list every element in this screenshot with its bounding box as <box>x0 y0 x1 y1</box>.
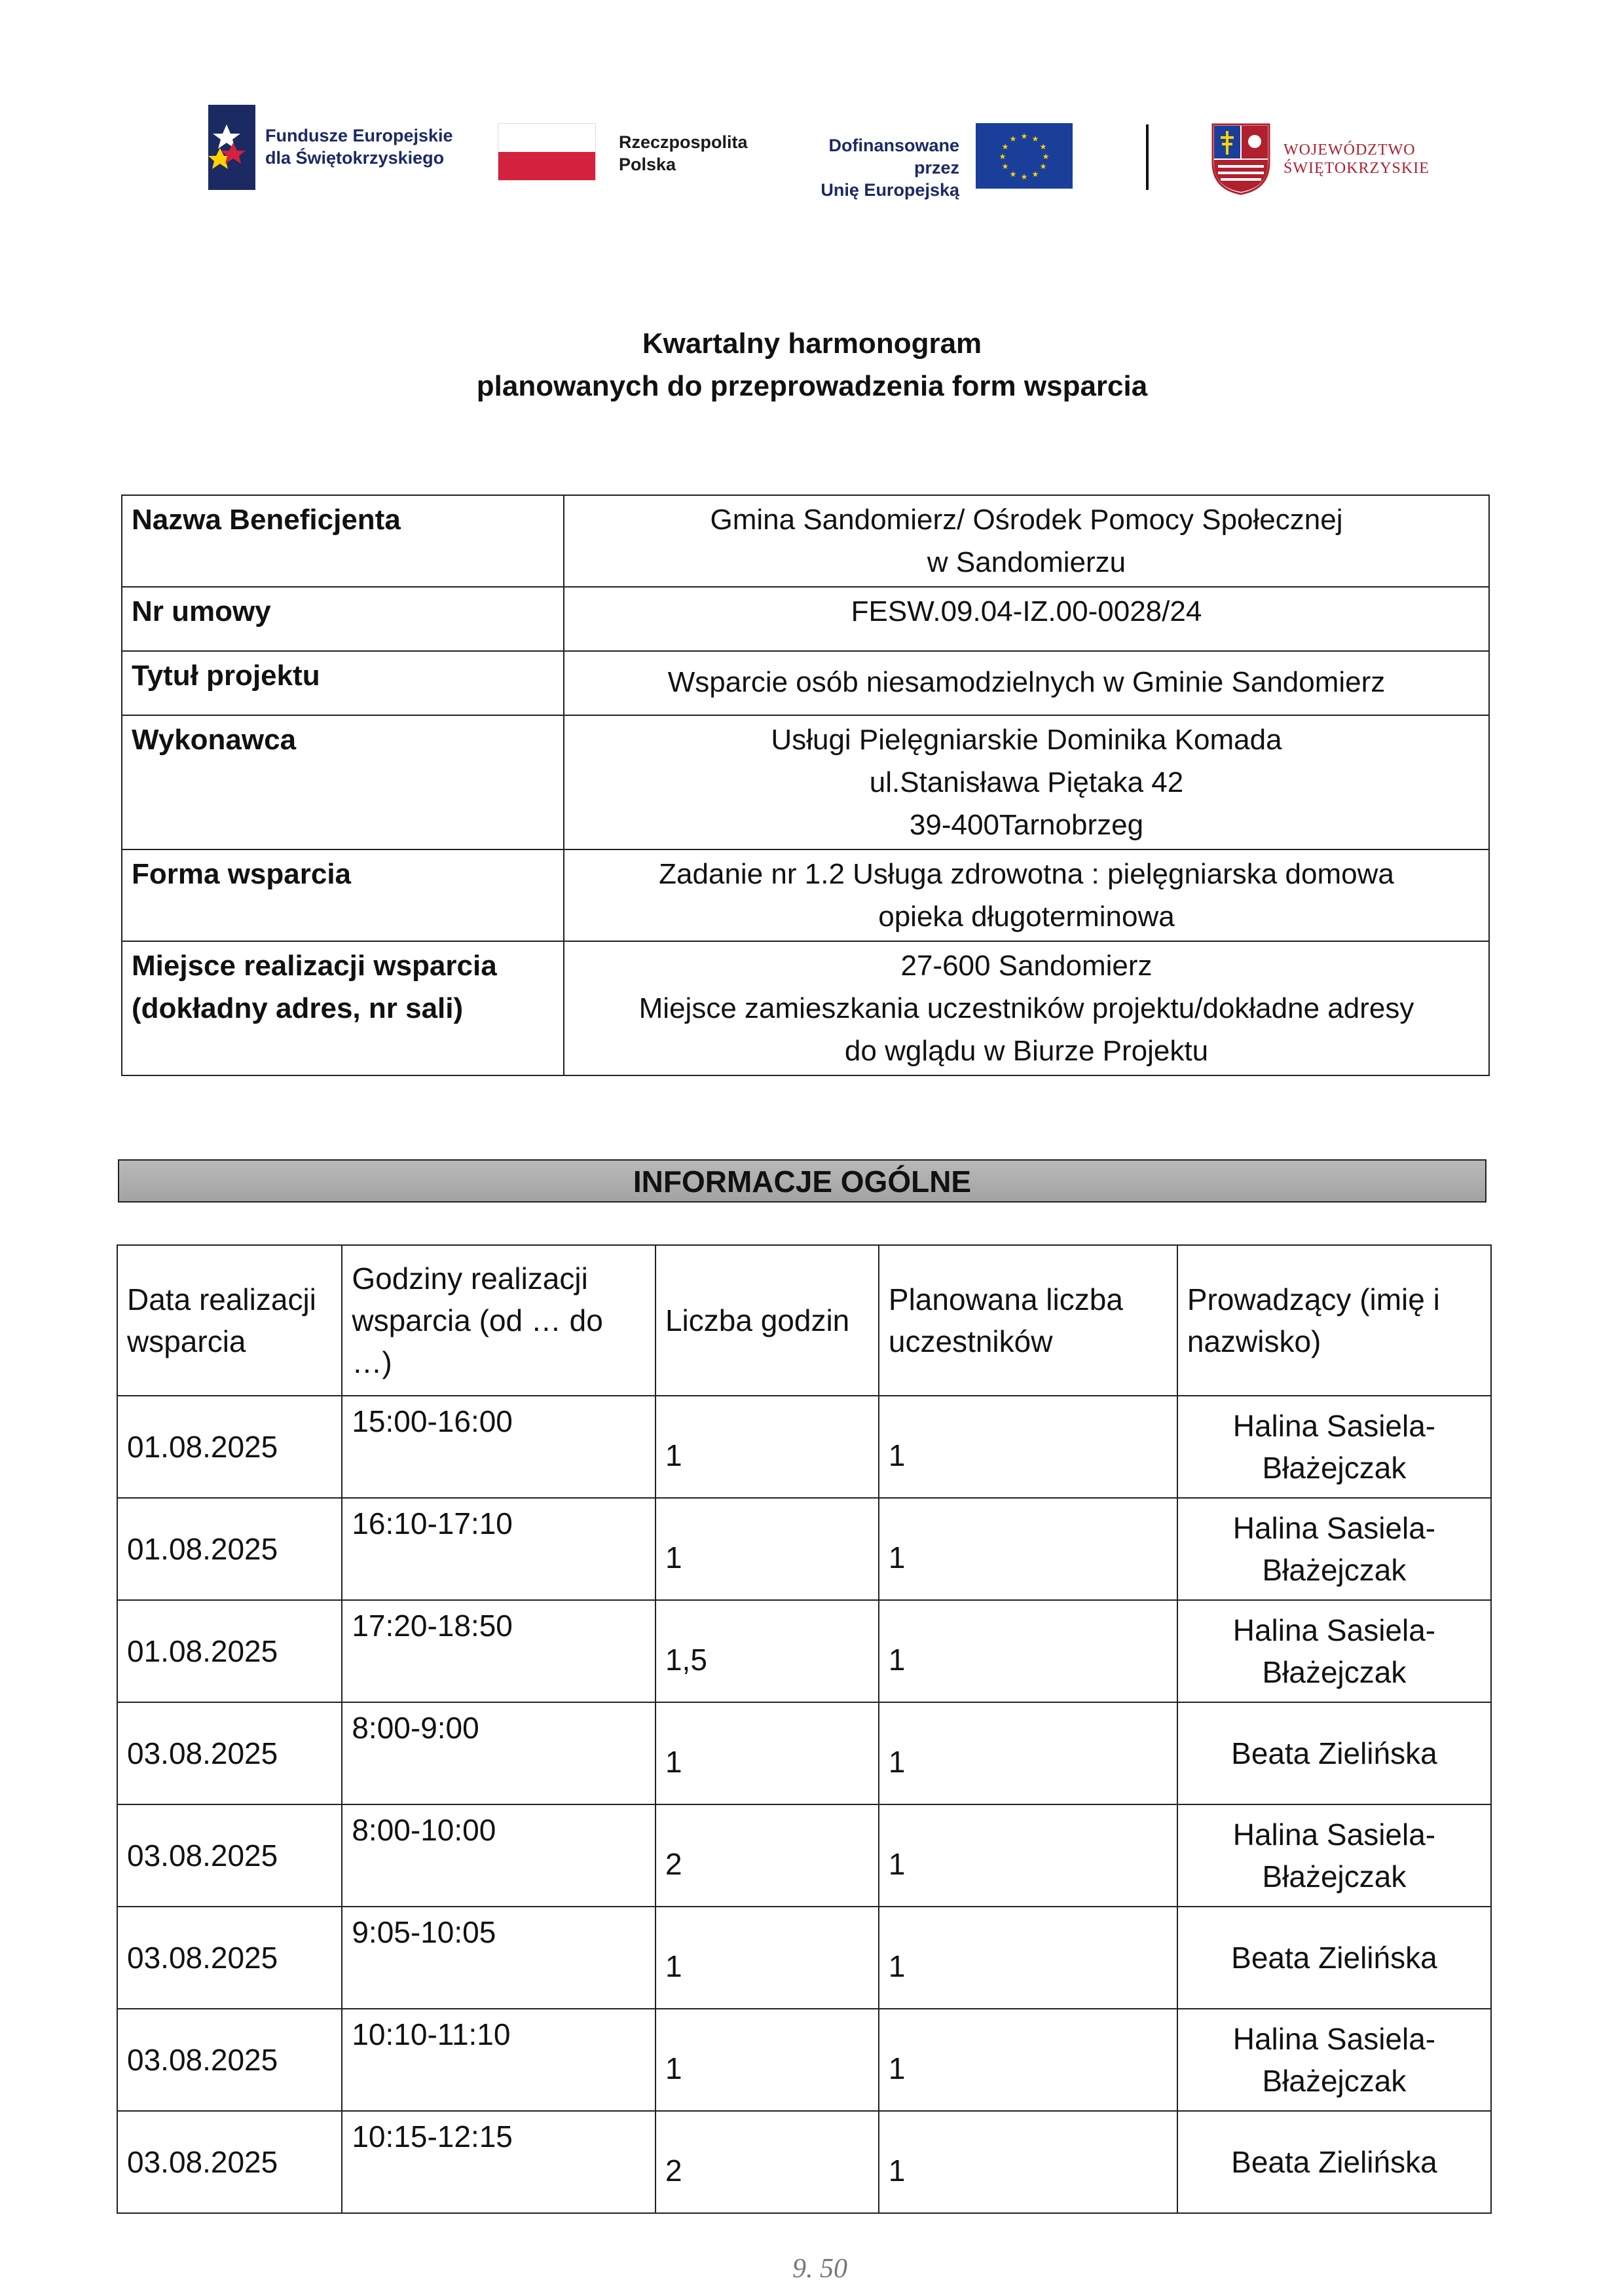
cell-time: 10:15-12:15 <box>342 2111 655 2213</box>
info-value-line: opieka długoterminowa <box>878 901 1175 933</box>
eu-flag-icon <box>976 123 1073 189</box>
table-row <box>117 1804 1491 1907</box>
cell-participants: 1 <box>879 1498 1177 1600</box>
header-hour-count: Liczba godzin <box>655 1245 879 1396</box>
header-participants: Planowana liczba uczestników <box>879 1245 1177 1396</box>
fe-text-line-2: dla Świętokrzyskiego <box>265 148 445 168</box>
svg-text:★: ★ <box>1001 162 1009 171</box>
table-row <box>117 1907 1491 2009</box>
info-label: Nazwa Beneficjenta <box>122 495 564 587</box>
svg-text:★: ★ <box>1020 172 1028 181</box>
table-row <box>117 1702 1491 1804</box>
info-value <box>564 715 1489 849</box>
svg-text:★: ★ <box>1042 152 1050 161</box>
info-value-line: 39-400Tarnobrzeg <box>909 809 1144 841</box>
pl-text-line-2: Polska <box>619 155 676 174</box>
swietokrzyskie-crest-icon <box>1211 123 1270 195</box>
info-value-line: 27-600 Sandomierz <box>900 950 1153 982</box>
info-row-contractor <box>122 715 1489 849</box>
info-value <box>564 587 1489 651</box>
info-label: Wykonawca <box>122 715 564 849</box>
header-date: Data realizacji wsparcia <box>117 1245 342 1396</box>
cell-participants: 1 <box>879 1600 1177 1702</box>
pl-text-line-1: Rzeczpospolita <box>619 132 748 152</box>
info-value-line: ul.Stanisława Piętaka 42 <box>869 766 1184 798</box>
info-label: Tytuł projektu <box>122 651 564 715</box>
svg-text:★: ★ <box>1009 170 1017 179</box>
sw-logo-text <box>1283 141 1430 177</box>
svg-text:★: ★ <box>1039 142 1047 151</box>
fe-text-line-1: Fundusze Europejskie <box>265 126 453 145</box>
wojewodztwo-swietokrzyskie-logo <box>1211 98 1434 196</box>
info-value <box>564 495 1489 587</box>
document-title-line-2: planowanych do przeprowadzenia form wsparcia <box>476 370 1148 402</box>
cell-date: 03.08.2025 <box>117 2009 342 2111</box>
table-row <box>117 2111 1491 2213</box>
cell-participants: 1 <box>879 1907 1177 2009</box>
info-row-location <box>122 941 1489 1075</box>
table-row <box>117 1600 1491 1702</box>
cell-lead: Halina Sasiela-Błażejczak <box>1177 1600 1491 1702</box>
schedule-header-row <box>117 1245 1491 1396</box>
svg-text:★: ★ <box>1031 134 1039 143</box>
eu-cofunded-logo <box>779 98 1094 200</box>
cell-time: 16:10-17:10 <box>342 1498 655 1600</box>
cell-lead: Beata Zielińska <box>1177 1702 1491 1804</box>
table-row <box>117 1498 1491 1600</box>
cell-time: 15:00-16:00 <box>342 1396 655 1498</box>
cell-hours: 1,5 <box>655 1600 879 1702</box>
info-label: Nr umowy <box>122 587 564 651</box>
info-value <box>564 941 1489 1075</box>
cell-date: 01.08.2025 <box>117 1498 342 1600</box>
cell-time: 9:05-10:05 <box>342 1907 655 2009</box>
info-row-contract-number <box>122 587 1489 651</box>
header-lead: Prowadzący (imię i nazwisko) <box>1177 1245 1491 1396</box>
svg-text:★: ★ <box>1020 132 1028 141</box>
info-value-line: FESW.09.04-IZ.00-0028/24 <box>851 595 1202 627</box>
info-row-support-form <box>122 849 1489 941</box>
fundusze-europejskie-logo <box>203 98 478 196</box>
cell-hours: 1 <box>655 1498 879 1600</box>
info-value-line: Miejsce zamieszkania uczestników projektu/dokładne adresy <box>638 992 1414 1024</box>
cell-hours: 1 <box>655 1907 879 2009</box>
svg-text:★: ★ <box>999 152 1006 161</box>
svg-text:★: ★ <box>1001 142 1009 151</box>
cell-hours: 1 <box>655 1702 879 1804</box>
svg-text:★: ★ <box>1039 162 1047 171</box>
cell-lead: Halina Sasiela-Błażejczak <box>1177 1498 1491 1600</box>
pl-logo-text <box>619 131 748 176</box>
cell-participants: 1 <box>879 1396 1177 1498</box>
rzeczpospolita-polska-logo <box>498 98 766 196</box>
cell-participants: 1 <box>879 2111 1177 2213</box>
cell-lead: Halina Sasiela-Błażejczak <box>1177 2009 1491 2111</box>
info-value-line: Zadanie nr 1.2 Usługa zdrowotna : pielęgniarska domowa <box>659 858 1394 890</box>
info-value-line: Gmina Sandomierz/ Ośrodek Pomocy Społecznej <box>710 504 1343 536</box>
cell-lead: Beata Zielińska <box>1177 2111 1491 2213</box>
cell-hours: 1 <box>655 2009 879 2111</box>
cell-date: 03.08.2025 <box>117 1804 342 1907</box>
cell-lead: Halina Sasiela-Błażejczak <box>1177 1804 1491 1907</box>
cell-hours: 1 <box>655 1396 879 1498</box>
info-row-beneficiary <box>122 495 1489 587</box>
logo-strip <box>203 98 1434 203</box>
cell-time: 17:20-18:50 <box>342 1600 655 1702</box>
svg-text:★: ★ <box>1031 170 1039 179</box>
cell-lead: Beata Zielińska <box>1177 1907 1491 2009</box>
cell-hours: 2 <box>655 2111 879 2213</box>
header-time-range: Godziny realizacji wsparcia (od … do …) <box>342 1245 655 1396</box>
cell-participants: 1 <box>879 2009 1177 2111</box>
eu-text-line-1: Dofinansowane przez <box>828 136 959 177</box>
eu-text-line-2: Unię Europejską <box>821 180 959 200</box>
info-value-line: Usługi Pielęgniarskie Dominika Komada <box>771 724 1282 756</box>
table-row <box>117 2009 1491 2111</box>
sw-text-line-1: WOJEWÓDZTWO <box>1283 141 1416 159</box>
logo-divider <box>1146 124 1149 190</box>
info-value-line: Wsparcie osób niesamodzielnych w Gminie Sandomierz <box>667 666 1386 698</box>
cell-date: 03.08.2025 <box>117 1907 342 2009</box>
cell-date: 03.08.2025 <box>117 1702 342 1804</box>
cell-lead: Halina Sasiela-Błażejczak <box>1177 1396 1491 1498</box>
cell-time: 8:00-10:00 <box>342 1804 655 1907</box>
cell-time: 10:10-11:10 <box>342 2009 655 2111</box>
document-title-line-1: Kwartalny harmonogram <box>642 327 982 360</box>
info-value-line: do wglądu w Biurze Projektu <box>844 1035 1209 1067</box>
table-row <box>117 1396 1491 1498</box>
cell-date: 01.08.2025 <box>117 1396 342 1498</box>
info-label: Forma wsparcia <box>122 849 564 941</box>
cell-time: 8:00-9:00 <box>342 1702 655 1804</box>
section-header-general-info: INFORMACJE OGÓLNE <box>118 1159 1486 1203</box>
info-value-line: w Sandomierzu <box>927 546 1126 578</box>
cell-date: 03.08.2025 <box>117 2111 342 2213</box>
info-row-project-title <box>122 651 1489 715</box>
project-info-table <box>121 494 1490 1076</box>
fe-star-flag-icon <box>208 105 255 190</box>
handwritten-page-mark: 9. 50 <box>792 2254 847 2284</box>
info-label: Miejsce realizacji wsparcia (dokładny adres, nr sali) <box>122 941 564 1075</box>
svg-text:★: ★ <box>1009 134 1017 143</box>
cell-hours: 2 <box>655 1804 879 1907</box>
eu-logo-text <box>779 134 959 201</box>
cell-participants: 1 <box>879 1804 1177 1907</box>
polish-flag-icon <box>498 123 596 181</box>
fe-logo-text <box>265 124 453 169</box>
cell-date: 01.08.2025 <box>117 1600 342 1702</box>
schedule-table <box>117 1244 1492 2214</box>
info-value <box>564 651 1489 715</box>
info-value <box>564 849 1489 941</box>
sw-text-line-2: ŚWIĘTOKRZYSKIE <box>1283 160 1430 177</box>
cell-participants: 1 <box>879 1702 1177 1804</box>
